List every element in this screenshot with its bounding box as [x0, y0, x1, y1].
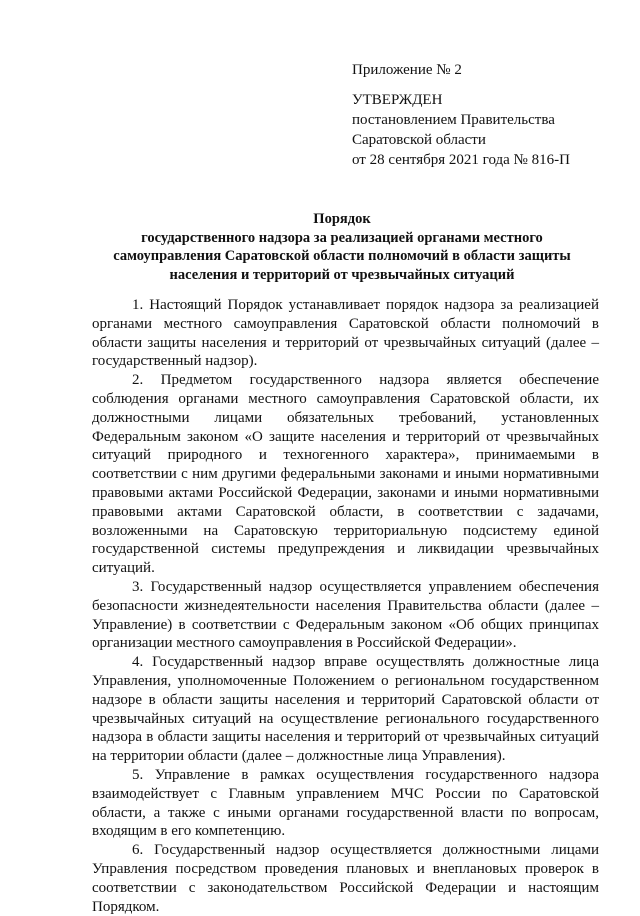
approved-by-line-1: постановлением Правительства	[352, 112, 555, 128]
appendix-label: Приложение № 2	[352, 62, 462, 78]
paragraph-4: 4. Государственный надзор вправе осуществлять должностные лица Управления, уполномоченные Положением о региональном государственном надзоре в области защиты населения и территорий Саратовской области от чрезвычайных ситуаций на осуществление регионального государственного надзора в области защиты населения и территорий от чрезвычайных ситуаций на территории области (далее – должностные лица Управления).	[92, 654, 599, 765]
approved-label: УТВЕРЖДЕН	[352, 92, 443, 108]
title-line-1: Порядок	[313, 211, 371, 227]
approval-block	[352, 60, 612, 170]
paragraph-6: 6. Государственный надзор осуществляется должностными лицами Управления посредством проведения плановых и внеплановых проверок в соответствии с законодательством Российской Федерации и настоящим Порядком.	[92, 842, 599, 915]
approved-by-line-2: Саратовской области	[352, 132, 486, 148]
paragraph-5: 5. Управление в рамках осуществления государственного надзора взаимодействует с Главным управлением МЧС России по Саратовской области, а также с иными органами государственной власти по вопросам, входящим в его компетенцию.	[92, 766, 599, 840]
approved-date-line: от 28 сентября 2021 года № 816-П	[352, 152, 570, 168]
title-line-3: самоуправления Саратовской области полномочий в области защиты	[113, 248, 571, 264]
paragraph-1: 1. Настоящий Порядок устанавливает порядок надзора за реализацией органами местного самоуправления Саратовской области полномочий в области защиты населения и территорий от чрезвычайных ситуаций (далее – государственный надзор).	[92, 297, 599, 370]
paragraph-3: 3. Государственный надзор осуществляется управлением обеспечения безопасности жизнедеятельности населения Правительства области (далее – Управление) в соответствии с Федеральным законом «Об общих принципах организации местного самоуправления в Российской Федерации».	[92, 578, 599, 652]
title-line-4: населения и территорий от чрезвычайных ситуаций	[169, 266, 515, 283]
document-title	[92, 210, 592, 284]
title-line-2: государственного надзора за реализацией органами местного	[141, 229, 543, 246]
paragraph-2: 2. Предметом государственного надзора является обеспечение соблюдения органами местного самоуправления Саратовской области, их должностными лицами обязательных требований, установленных Федеральным законом «О защите населения и территорий от чрезвычайных ситуаций природного и техногенного характера», принимаемыми в соответствии с ним другими федеральными законами и иными нормативными правовыми актами Российской Федерации, законами и иными нормативными правовыми актами Саратовской области, в соответствии с задачами, возложенными на Саратовскую территориальную подсистему единой государственной системы предупреждения и ликвидации чрезвычайных ситуаций.	[92, 372, 599, 577]
document-body	[92, 296, 599, 916]
